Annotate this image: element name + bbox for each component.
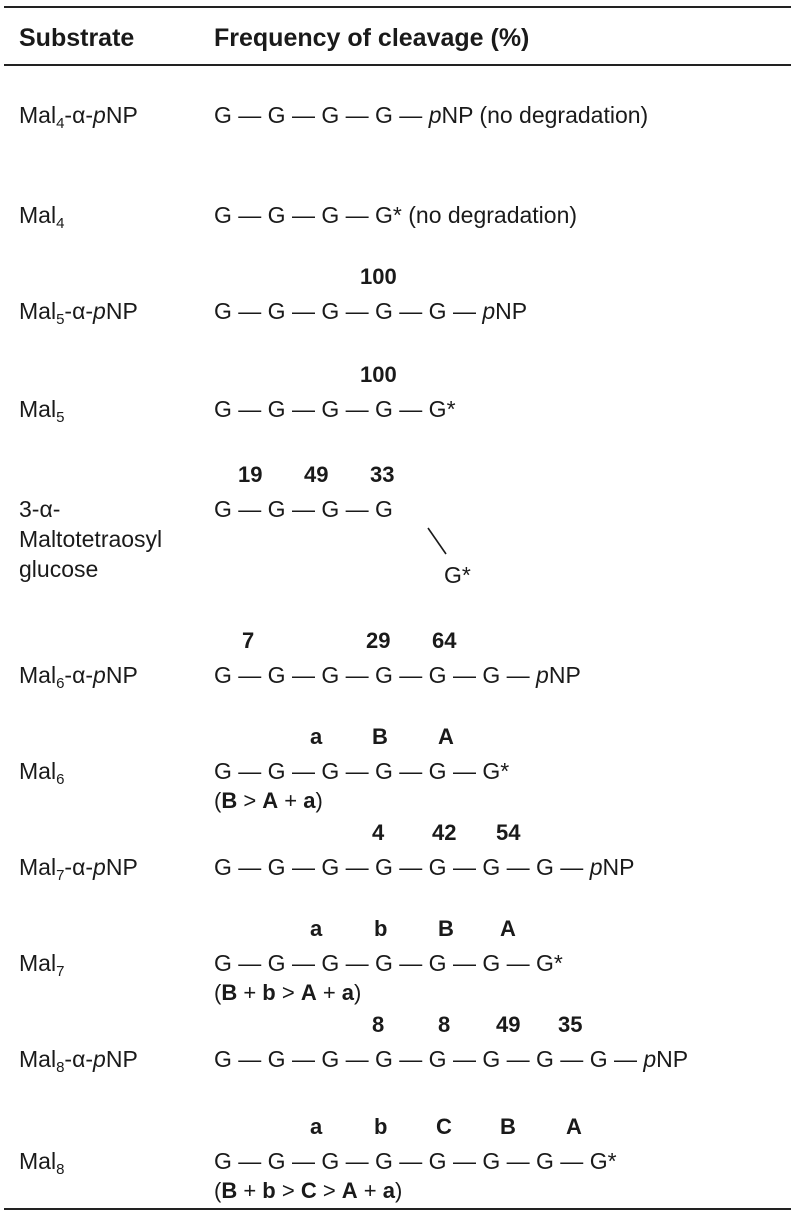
cleavage-order-note: (B + b > A + a): [214, 980, 362, 1005]
chain-mal6: G — G — G — G — G — G*: [214, 758, 510, 784]
cleavage-mark: A: [566, 1114, 582, 1139]
cleavage-mark: C: [436, 1114, 452, 1139]
cleavage-mark: a: [310, 724, 323, 749]
row-label-mal6-pnp: Mal$_6$-α-pNP: [19, 662, 138, 692]
chain-mal7: G — G — G — G — G — G — G*: [214, 950, 563, 976]
cleavage-mark: B: [438, 916, 454, 941]
cleavage-mark: B: [500, 1114, 516, 1139]
cleavage-mark: 54: [496, 820, 521, 845]
cleavage-mark: A: [438, 724, 454, 749]
chain-mal4-pnp: G — G — G — G — pNP (no degradation): [214, 102, 649, 128]
cleavage-mark: B: [372, 724, 388, 749]
cleavage-mark: 100: [360, 264, 397, 289]
cleavage-mark: b: [374, 1114, 388, 1139]
row-label-mal5-pnp: Mal$_5$-α-pNP: [19, 298, 138, 328]
chain-mal7-pnp: G — G — G — G — G — G — G — pNP: [214, 854, 635, 880]
cleavage-mark: A: [500, 916, 516, 941]
row-label-maltotetraosyl-glucose: 3-α- Maltotetraosyl glucose: [19, 496, 163, 582]
row-label-mal8: Mal$_8$: [19, 1148, 65, 1178]
chain-branched: G — G — G — G: [214, 496, 393, 522]
row-label-mal6: Mal$_6$: [19, 758, 65, 788]
row-label-mal4: Mal$_4$: [19, 202, 65, 232]
cleavage-order-note: (B > A + a): [214, 788, 323, 813]
chain-mal4: G — G — G — G* (no degradation): [214, 202, 578, 228]
chain-mal6-pnp: G — G — G — G — G — G — pNP: [214, 662, 581, 688]
chain-branch-end: G*: [444, 562, 471, 588]
branch-bond: [420, 522, 460, 562]
cleavage-mark: b: [374, 916, 388, 941]
bottom-rule: [4, 1208, 791, 1210]
cleavage-mark: 49: [304, 462, 329, 487]
cleavage-mark: 19: [238, 462, 263, 487]
cleavage-mark: 8: [438, 1012, 451, 1037]
row-label-mal7: Mal$_7$: [19, 950, 65, 980]
cleavage-mark: 7: [242, 628, 255, 653]
header-rule: [4, 64, 791, 66]
row-label-mal4-pnp: Mal$_4$-α-pNP: [19, 102, 138, 132]
chain-mal5: G — G — G — G — G*: [214, 396, 456, 422]
row-label-mal8-pnp: Mal$_8$-α-pNP: [19, 1046, 138, 1076]
row-label-mal5: Mal$_5$: [19, 396, 65, 426]
cleavage-mark: 29: [366, 628, 391, 653]
cleavage-mark: 4: [372, 820, 385, 845]
header-frequency: Frequency of cleavage (%): [214, 24, 530, 52]
chain-mal8: G — G — G — G — G — G — G — G*: [214, 1148, 617, 1174]
cleavage-mark: 8: [372, 1012, 385, 1037]
chain-mal8-pnp: G — G — G — G — G — G — G — G — pNP: [214, 1046, 689, 1072]
cleavage-mark: 42: [432, 820, 457, 845]
cleavage-mark: a: [310, 916, 323, 941]
cleavage-mark: 49: [496, 1012, 521, 1037]
cleavage-mark: 100: [360, 362, 397, 387]
header-substrate: Substrate: [19, 24, 135, 52]
row-label-mal7-pnp: Mal$_7$-α-pNP: [19, 854, 138, 884]
top-rule: [4, 6, 791, 8]
cleavage-mark: a: [310, 1114, 323, 1139]
cleavage-mark: 33: [370, 462, 395, 487]
cleavage-mark: 64: [432, 628, 457, 653]
cleavage-mark: 35: [558, 1012, 583, 1037]
cleavage-order-note: (B + b > C > A + a): [214, 1178, 403, 1203]
chain-mal5-pnp: G — G — G — G — G — pNP: [214, 298, 528, 324]
